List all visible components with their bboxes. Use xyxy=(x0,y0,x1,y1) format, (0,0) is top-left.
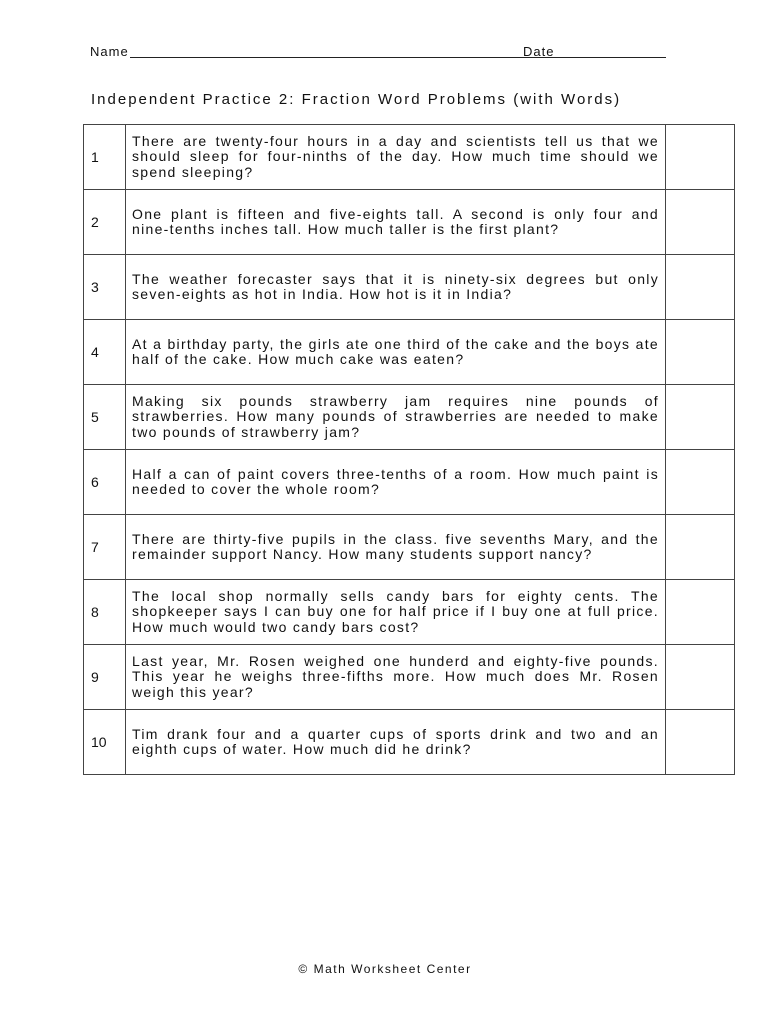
name-label: Name xyxy=(90,44,129,59)
answer-cell[interactable] xyxy=(666,580,735,645)
date-label: Date xyxy=(523,44,555,59)
problem-text: Making six pounds strawberry jam requires nine pounds of strawberries. How many pounds of strawberries are needed to make two pounds of strawberry jam? xyxy=(126,385,666,450)
worksheet-title: Independent Practice 2: Fraction Word Problems (with Words) xyxy=(91,91,622,108)
problem-text: One plant is fifteen and five-eights tall. A second is only four and nine-tenths inches tall. How much taller is the first plant? xyxy=(126,190,666,255)
problem-number: 1 xyxy=(84,125,126,190)
problem-number: 5 xyxy=(84,385,126,450)
answer-cell[interactable] xyxy=(666,190,735,255)
problem-number: 7 xyxy=(84,515,126,580)
problem-text: The weather forecaster says that it is ninety-six degrees but only seven-eights as hot in India. How hot is it in India? xyxy=(126,255,666,320)
problem-row xyxy=(84,580,735,645)
date-field-line[interactable] xyxy=(562,57,666,58)
problem-row xyxy=(84,190,735,255)
problem-number: 9 xyxy=(84,645,126,710)
answer-cell[interactable] xyxy=(666,450,735,515)
problem-row xyxy=(84,710,735,775)
problem-number: 4 xyxy=(84,320,126,385)
name-date-header xyxy=(90,42,670,62)
answer-cell[interactable] xyxy=(666,125,735,190)
copyright-footer: © Math Worksheet Center xyxy=(298,962,472,976)
problem-row xyxy=(84,125,735,190)
problem-text: Tim drank four and a quarter cups of sports drink and two and an eighth cups of water. How much did he drink? xyxy=(126,710,666,775)
problems-table xyxy=(83,124,735,775)
answer-cell[interactable] xyxy=(666,645,735,710)
problem-number: 6 xyxy=(84,450,126,515)
problem-row xyxy=(84,645,735,710)
problem-text: The local shop normally sells candy bars for eighty cents. The shopkeeper says I can buy one for half price if I buy one at full price. How much would two candy bars cost? xyxy=(126,580,666,645)
problem-text: At a birthday party, the girls ate one third of the cake and the boys ate half of the cake. How much cake was eaten? xyxy=(126,320,666,385)
answer-cell[interactable] xyxy=(666,710,735,775)
problem-text: Last year, Mr. Rosen weighed one hunderd and eighty-five pounds. This year he weighs three-fifths more. How much does Mr. Rosen weigh this year? xyxy=(126,645,666,710)
answer-cell[interactable] xyxy=(666,255,735,320)
problem-number: 2 xyxy=(84,190,126,255)
problem-row xyxy=(84,385,735,450)
problem-text: There are thirty-five pupils in the class. five sevenths Mary, and the remainder support Nancy. How many students support nancy? xyxy=(126,515,666,580)
problem-row xyxy=(84,450,735,515)
problem-row xyxy=(84,320,735,385)
problem-number: 3 xyxy=(84,255,126,320)
problem-row xyxy=(84,255,735,320)
problem-number: 8 xyxy=(84,580,126,645)
answer-cell[interactable] xyxy=(666,385,735,450)
answer-cell[interactable] xyxy=(666,515,735,580)
problem-text: Half a can of paint covers three-tenths of a room. How much paint is needed to cover the whole room? xyxy=(126,450,666,515)
problem-number: 10 xyxy=(84,710,126,775)
answer-cell[interactable] xyxy=(666,320,735,385)
problem-row xyxy=(84,515,735,580)
problem-text: There are twenty-four hours in a day and scientists tell us that we should sleep for four-ninths of the day. How much time should we spend sleeping? xyxy=(126,125,666,190)
